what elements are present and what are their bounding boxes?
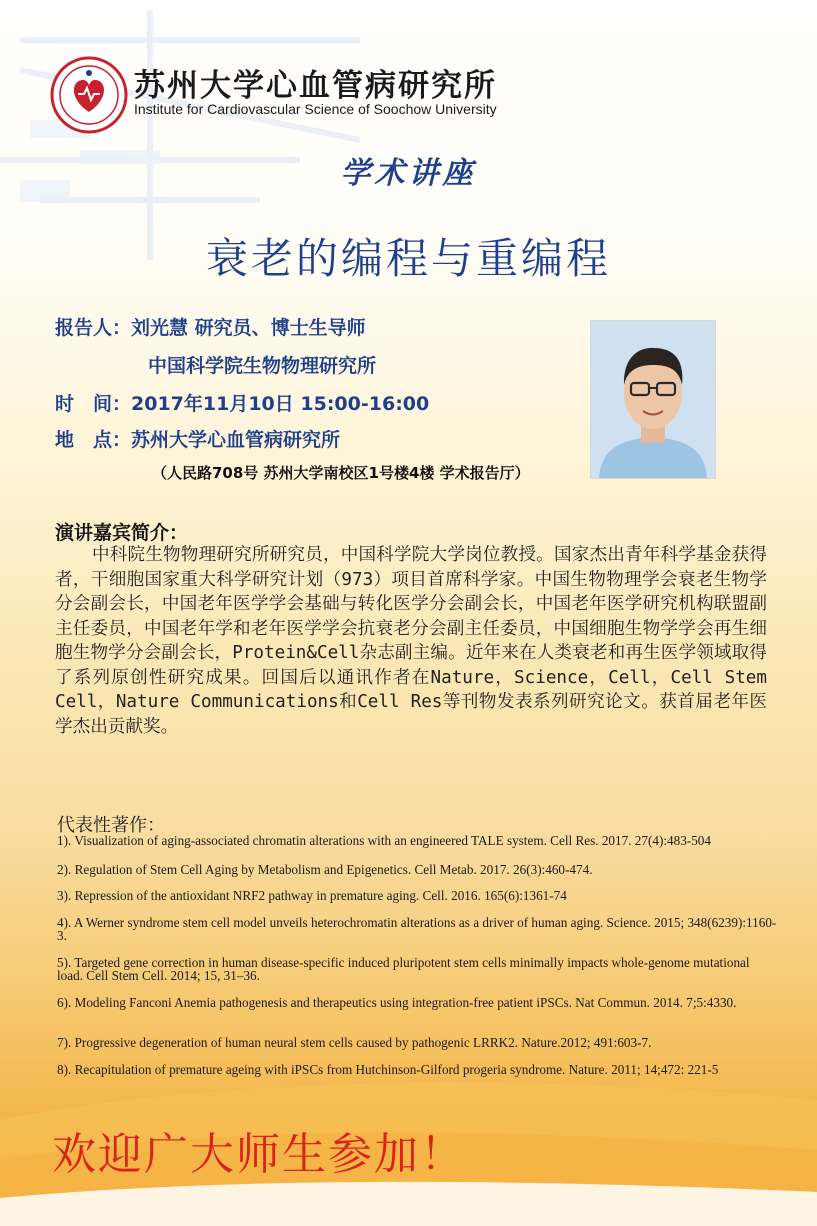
institute-name-cn: 苏州大学心血管病研究所 bbox=[134, 68, 497, 104]
publication-item: 2). Regulation of Stem Cell Aging by Metabolism and Epigenetics. Cell Metab. 2017. 26(3):460-474. bbox=[57, 862, 593, 877]
time-row bbox=[55, 389, 429, 416]
welcome-banner: 欢迎广大师生参加！ bbox=[52, 1129, 466, 1180]
event-type: 学术讲座 bbox=[340, 156, 477, 191]
publication-item: 7). Progressive degeneration of human neural stem cells caused by pathogenic LRRK2. Nature.2012; 491:603-7. bbox=[57, 1035, 652, 1050]
speaker-affiliation: 中国科学院生物物理研究所 bbox=[148, 355, 377, 377]
place-label: 地 点： bbox=[55, 429, 132, 451]
publication-item: 6). Modeling Fanconi Anemia pathogenesis and therapeutics using integration-free patient iPSCs. Nat Commun. 2014. 7;5:4330. bbox=[57, 995, 737, 1010]
venue-detail: （人民路708号 苏州大学南校区1号楼4楼 学术报告厅） bbox=[152, 464, 530, 482]
place-row bbox=[55, 425, 340, 452]
time-label: 时 间： bbox=[55, 393, 132, 415]
publication-item: 4). A Werner syndrome stem cell model unveils heterochromatin alterations as a driver of human aging. Science. 2015; 348(6239):1160-3. bbox=[57, 915, 777, 943]
publication-item: 8). Recapitulation of premature ageing with iPSCs from Hutchinson-Gilford progeria syndrome. Nature. 2011; 14;472: 221-5 bbox=[57, 1062, 719, 1077]
speaker-name: 刘光慧 研究员、博士生导师 bbox=[131, 317, 366, 339]
bio-text: 中科院生物物理研究所研究员，中国科学院大学岗位教授。国家杰出青年科学基金获得者，干细胞国家重大科学研究计划（973）项目首席科学家。中国生物物理学会衰老生物学分会副会长，中国老年医学学会基础与转化医学分会副会长，中国老年医学研究机构联盟副主任委员，中国老年学和老年医学学会抗衰老分会副主任委员，中国细胞生物学学会再生细胞生物学分会副会长，Protein&Cell杂志副主编。近年来在人类衰老和再生医学领域取得了系列原创性研究成果。回国后以通讯作者在Nature，Science，Cell，Cell Stem Cell，Nature Communications和Cell Res等刊物发表系列研究论文。获首届老年医学杰出贡献奖。 bbox=[55, 545, 767, 737]
speaker-photo bbox=[590, 320, 716, 479]
speaker-label: 报告人： bbox=[55, 317, 132, 339]
bio-heading: 演讲嘉宾简介： bbox=[55, 522, 189, 544]
publications-heading: 代表性著作： bbox=[57, 815, 165, 836]
place-value: 苏州大学心血管病研究所 bbox=[131, 429, 341, 451]
time-value: 2017年11月10日 15:00-16:00 bbox=[131, 393, 430, 415]
publication-item: 3). Repression of the antioxidant NRF2 pathway in premature aging. Cell. 2016. 165(6):1361-74 bbox=[57, 888, 567, 903]
publication-item: 5). Targeted gene correction in human disease-specific induced pluripotent stem cells minimally impacts whole-genome mutational load. Cell Stem Cell. 2014; 15, 31–36. bbox=[57, 955, 750, 983]
speaker-row bbox=[55, 313, 366, 340]
institute-logo-icon bbox=[50, 56, 128, 134]
institute-name-en: Institute for Cardiovascular Science of Soochow University bbox=[134, 101, 497, 117]
talk-title: 衰老的编程与重编程 bbox=[205, 234, 611, 283]
publication-item: 1). Visualization of aging-associated chromatin alterations with an engineered TALE system. Cell Res. 2017. 27(4):483-504 bbox=[57, 833, 711, 848]
